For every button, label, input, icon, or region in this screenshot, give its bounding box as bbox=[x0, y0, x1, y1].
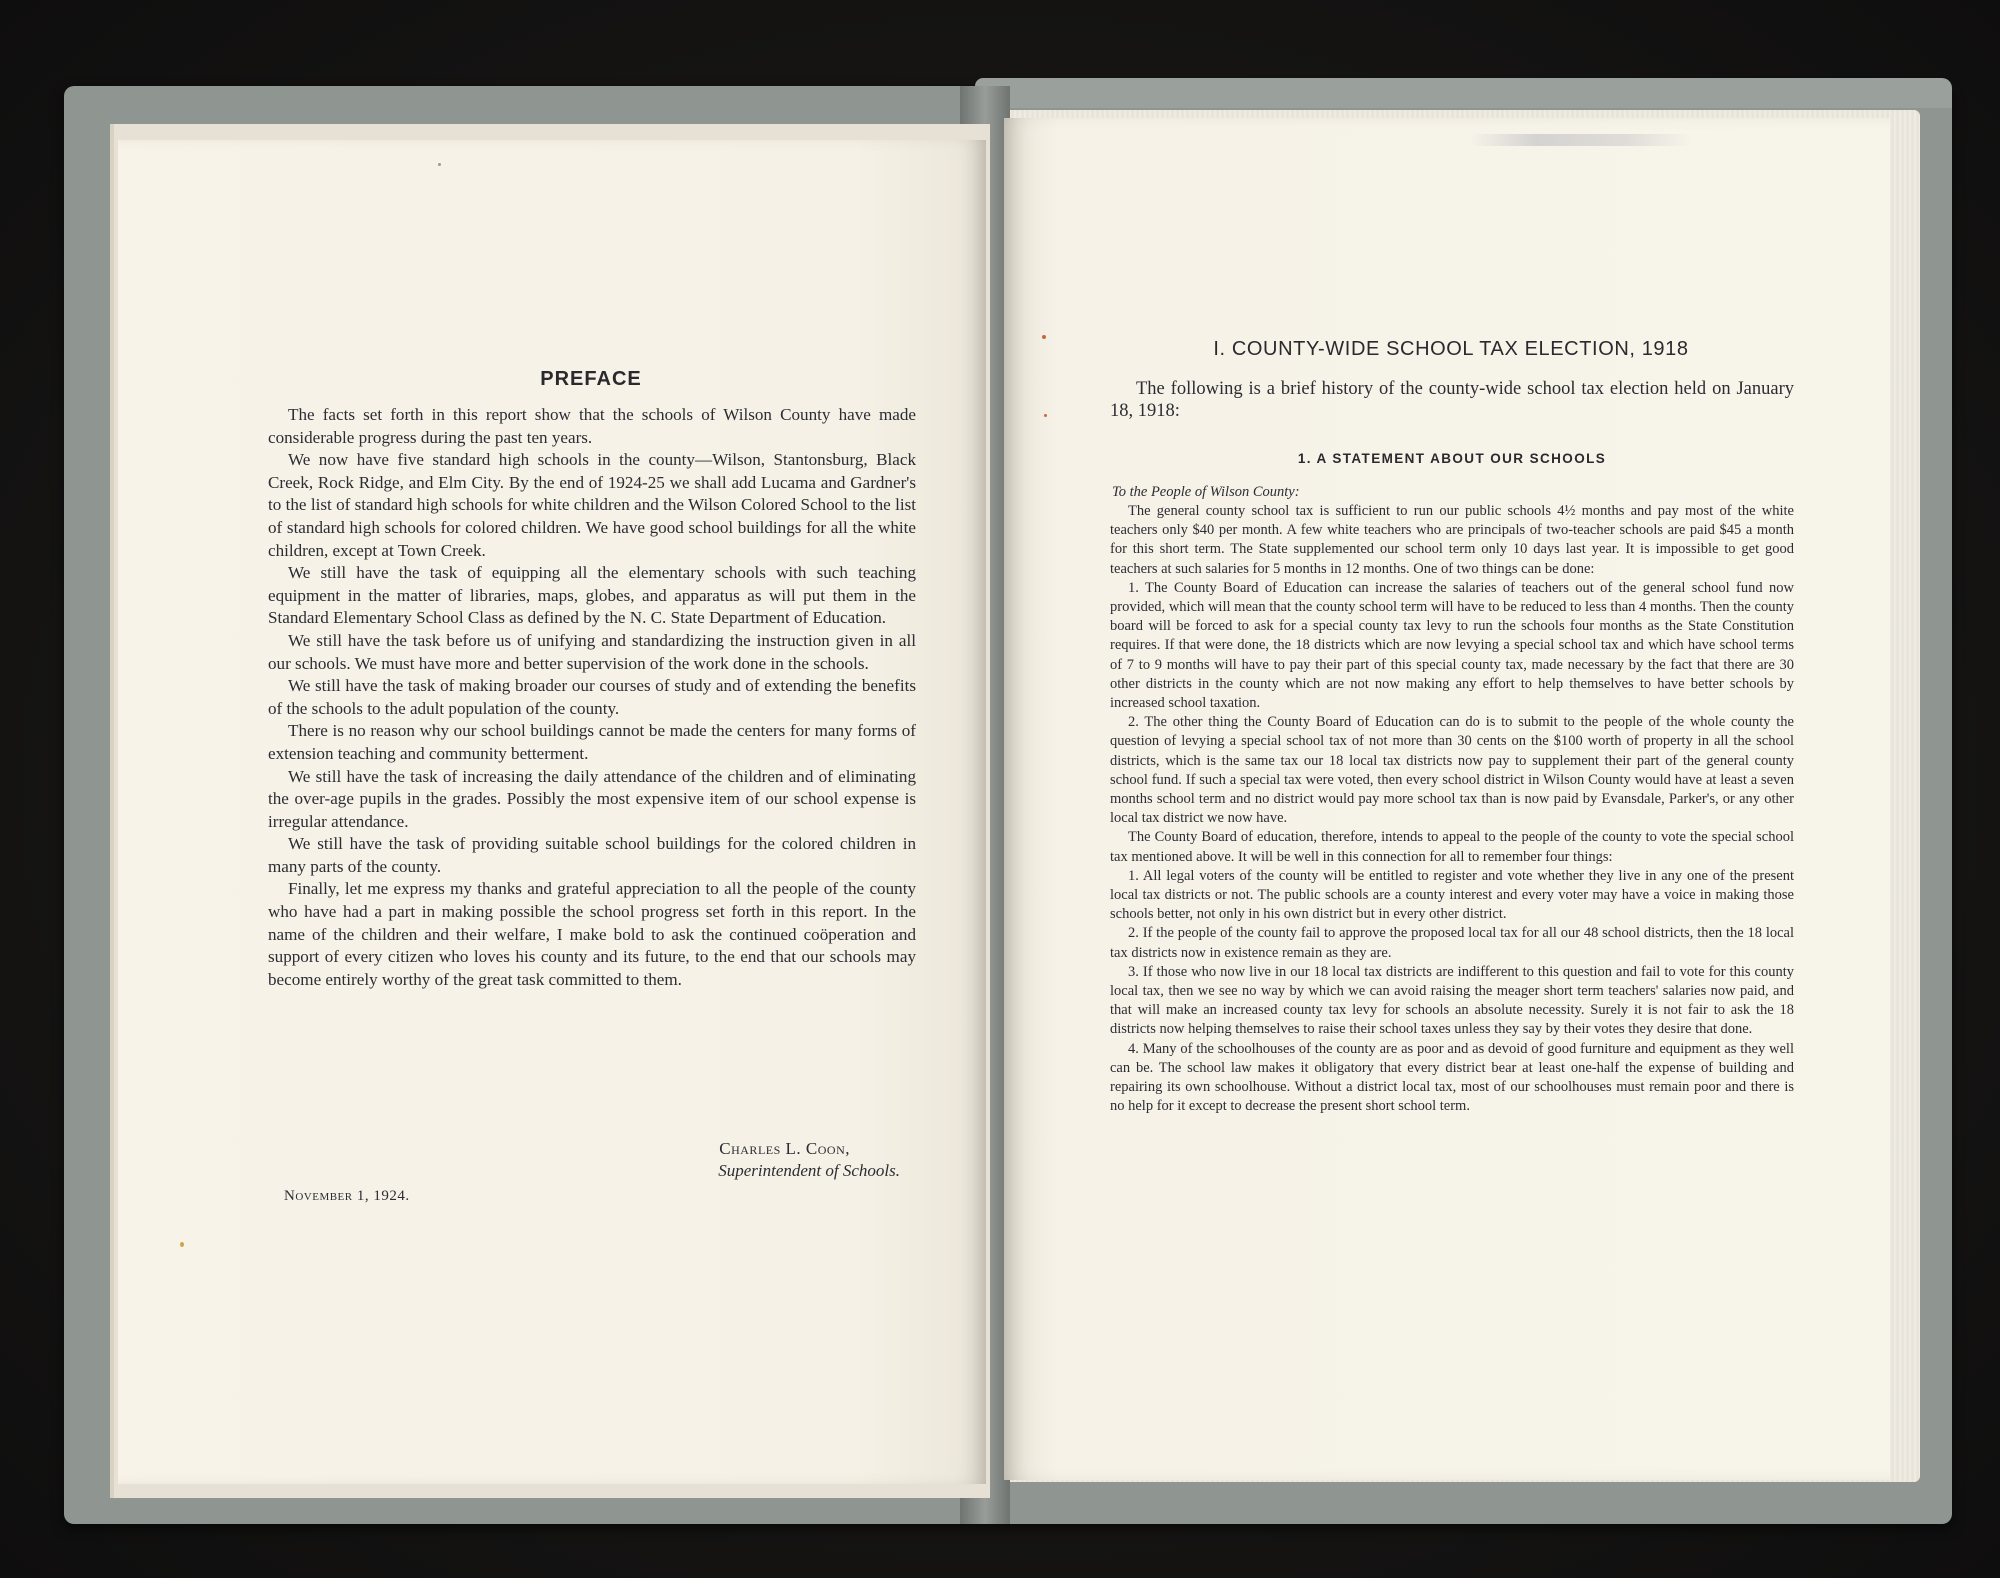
statement-body bbox=[1110, 502, 1794, 1117]
paper-speck bbox=[1042, 335, 1046, 339]
preface-paragraph: We still have the task before us of unifying and standardizing the instruction given in all our schools. We must have more and better supervision of the work done in the schools. bbox=[268, 630, 916, 673]
signature-title: Superintendent of Schools. bbox=[718, 1161, 900, 1180]
statement-paragraph: 1. The County Board of Education can increase the salaries of teachers out of the general school fund now provided, which will mean that the county school term will have to be reduced to less than 4 months. Then the county board will be forced to ask for a special county tax levy to run the schools four months as the State Constitution requires. If that were done, the 18 districts which are now levying a special school tax and which have school terms of 7 to 9 months will have to pay their part of this special county tax, made necessary by the fact that there are 30 other districts in the county which are not now making any effort to help themselves to have better schools by increased school taxation. bbox=[1110, 579, 1794, 712]
faint-running-head-mark bbox=[1470, 134, 1690, 146]
statement-paragraph: The general county school tax is sufficient to run our public schools 4½ months and pay most of the white teachers only $40 per month. A few white teachers who are principals of two-teacher schools are paid $45 a month for this short term. The State supplemented our school term only 10 days last year. It is impossible to get good teachers at such salaries for 5 months in 12 months. One of two things can be done: bbox=[1110, 503, 1794, 577]
statement-paragraph: 4. Many of the schoolhouses of the county are as poor and as devoid of good furniture and equipment as they well can be. The school law makes it obligatory that every district bear at least one-half the expense of building and repairing its own schoolhouse. Without a district local tax, most of our schoolhouses must remain poor and there is no help for it except to decrease the present short school term. bbox=[1110, 1040, 1794, 1115]
paper-speck bbox=[1044, 414, 1047, 417]
paper-speck bbox=[438, 163, 441, 166]
statement-paragraph: The County Board of education, therefore, intends to appeal to the people of the county to vote the special school tax mentioned above. It will be well in this connection for all to remember four things: bbox=[1110, 829, 1794, 865]
paper-speck bbox=[180, 1242, 184, 1247]
preface-paragraph: We now have five standard high schools in the county—Wilson, Stantonsburg, Black Creek, Rock Ridge, and Elm City. By the end of 1924-25 we shall add Lucama and Gardner's to the list of standard high schools for white children and the Wilson Colored School to the list of standard high schools for colored children. We have good school buildings for all the white children, except at Town Creek. bbox=[268, 450, 916, 560]
chapter-intro bbox=[1110, 378, 1794, 422]
preface-paragraph: We still have the task of equipping all the elementary schools with such teaching equipment in the matter of libraries, maps, globes, and apparatus as will put them in the Standard Elementary School Class as defined by the N. C. State Department of Education. bbox=[268, 563, 916, 628]
preface-paragraph: We still have the task of increasing the daily attendance of the children and of eliminating the over-age pupils in the grades. Possibly the most expensive item of our school expense is irregular attendance. bbox=[268, 766, 916, 831]
salutation: To the People of Wilson County: bbox=[1112, 484, 1300, 500]
signature-name: Charles L. Coon, bbox=[719, 1139, 850, 1158]
preface-paragraph: We still have the task of making broader our courses of study and of extending the benefits of the schools to the adult population of the county. bbox=[268, 676, 916, 718]
preface-body bbox=[268, 404, 916, 991]
preface-paragraph: We still have the task of providing suitable school buildings for the colored children in many parts of the county. bbox=[268, 834, 916, 876]
statement-paragraph: 2. If the people of the county fail to approve the proposed local tax for all our 48 school districts, then the 18 local tax districts now in existence remain as they are. bbox=[1110, 925, 1794, 961]
statement-paragraph: 3. If those who now live in our 18 local tax districts are indifferent to this question and fail to vote for this county local tax, then we see no way by which we can avoid raising the meager short term teachers' salaries now paid, and that will make an increased county tax levy for schools an absolute necessity. Surely it is not fair to ask the 18 districts now helping themselves to raise their school taxes unless they say by their votes they desire that done. bbox=[1110, 963, 1794, 1038]
intro-paragraph: The following is a brief history of the county-wide school tax election held on January 18, 1918: bbox=[1110, 379, 1794, 421]
preface-paragraph: The facts set forth in this report show that the schools of Wilson County have made considerable progress during the past ten years. bbox=[268, 405, 916, 447]
signature-block bbox=[620, 1138, 900, 1182]
statement-paragraph: 2. The other thing the County Board of Education can do is to submit to the people of the whole county the question of levying a special school tax of not more than 30 cents on the $100 worth of property in all the school districts, which is the same tax our 18 local tax districts now pay to supplement their part of the general county school fund. If such a special tax were voted, then every school district in Wilson County would have at least a seven months school term and no district would pay more school tax than is now paid by Evansdale, Parker's, or any other local tax district we now have. bbox=[1110, 714, 1794, 827]
preface-title: PREFACE bbox=[540, 368, 642, 390]
preface-date: November 1, 1924. bbox=[284, 1188, 410, 1204]
section-heading: 1. A STATEMENT ABOUT OUR SCHOOLS bbox=[1297, 451, 1607, 466]
statement-paragraph: 1. All legal voters of the county will be entitled to register and vote whether they live in any one of the present local tax districts or not. The public schools are a county interest and every voter may have a voice in making those schools better, not only in his own district but in every other district. bbox=[1110, 867, 1794, 923]
preface-paragraph: Finally, let me express my thanks and grateful appreciation to all the people of the county who have had a part in making possible the school progress set forth in this report. In the name of the children and their welfare, I make bold to ask the continued coöperation and support of every citizen who loves his county and its future, to the end that our schools may become entirely worthy of the great task committed to them. bbox=[268, 879, 916, 989]
book-cover-top-edge bbox=[975, 78, 1952, 108]
chapter-title: I. COUNTY-WIDE SCHOOL TAX ELECTION, 1918 bbox=[1213, 338, 1689, 360]
preface-paragraph: There is no reason why our school buildings cannot be made the centers for many forms of extension teaching and community betterment. bbox=[268, 721, 916, 763]
